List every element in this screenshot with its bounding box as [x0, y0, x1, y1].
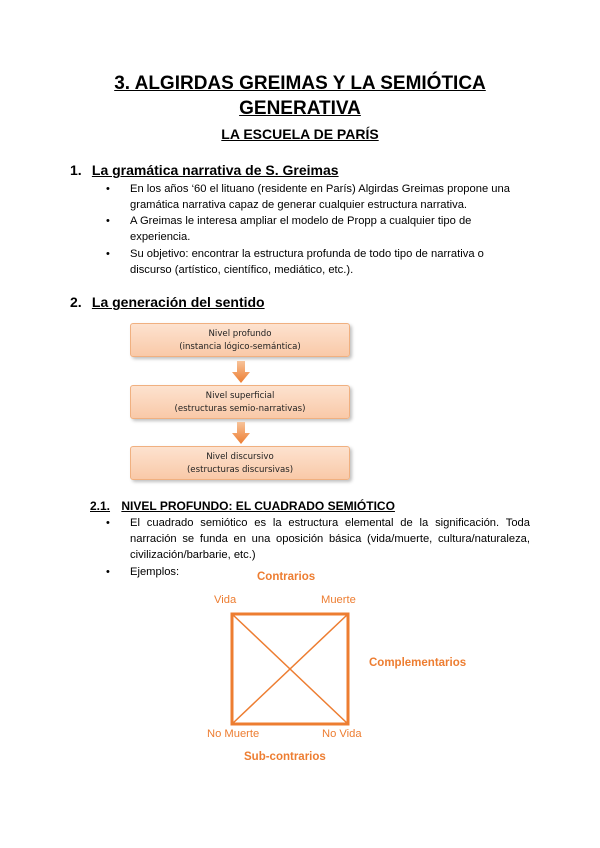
- section-number: 2.1.: [90, 499, 111, 513]
- list-item: • En los años ‘60 el lituano (residente en París) Algirdas Greimas propone una gramática narrativa capaz de generar cualquier estructura narrativa.: [106, 183, 510, 211]
- page-title: 3. ALGIRDAS GREIMAS Y LA SEMIÓTICA: [114, 73, 486, 94]
- label-vida: Vida: [214, 594, 237, 606]
- arrow-down-icon: [232, 361, 250, 383]
- label-no-vida: No Vida: [322, 728, 362, 740]
- section-title: La generación del sentido: [91, 294, 265, 310]
- level-box-discursive: Nivel discursivo (estructuras discursivas): [130, 446, 350, 480]
- list-item: • Ejemplos:: [106, 566, 180, 578]
- section-2-heading: [70, 294, 265, 310]
- section-number: 1.: [70, 162, 82, 178]
- section-title: NIVEL PROFUNDO: EL CUADRADO SEMIÓTICO: [121, 499, 395, 513]
- label-no-muerte: No Muerte: [207, 728, 260, 740]
- list-item: • El cuadrado semiótico es la estructura elemental de la significación. Toda narración se funda en una oposición básica (vida/muerte, cultura/naturaleza, civilización/barbarie, etc.): [106, 517, 530, 561]
- label-complementarios: Complementarios: [369, 657, 467, 669]
- bullet-icon: •: [106, 517, 110, 529]
- level-box-deep: Nivel profundo (instancia lógico-semántica): [130, 323, 350, 357]
- semiotic-square: [230, 612, 350, 726]
- label-contrarios: Contrarios: [257, 571, 316, 583]
- page-title-line2: GENERATIVA: [239, 98, 361, 119]
- list-item: • A Greimas le interesa ampliar el modelo de Propp a cualquier tipo de experiencia.: [106, 215, 472, 243]
- section-number: 2.: [70, 294, 82, 310]
- level-box-surface: Nivel superficial (estructuras semio-narrativas): [130, 385, 350, 419]
- arrow-down-icon: [232, 422, 250, 444]
- section-title: La gramática narrativa de S. Greimas: [91, 162, 339, 178]
- bullet-icon: •: [106, 566, 110, 578]
- bullet-icon: •: [106, 248, 110, 260]
- label-subcontrarios: Sub-contrarios: [244, 751, 326, 763]
- page-subtitle: LA ESCUELA DE PARÍS: [221, 126, 379, 142]
- section-2-1-heading: [90, 499, 395, 513]
- section-1-heading: [70, 162, 339, 178]
- list-item: • Su objetivo: encontrar la estructura profunda de todo tipo de narrativa o discurso (artístico, científico, mediático, etc.).: [106, 248, 484, 276]
- bullet-icon: •: [106, 183, 110, 195]
- bullet-icon: •: [106, 215, 110, 227]
- label-muerte: Muerte: [321, 594, 356, 606]
